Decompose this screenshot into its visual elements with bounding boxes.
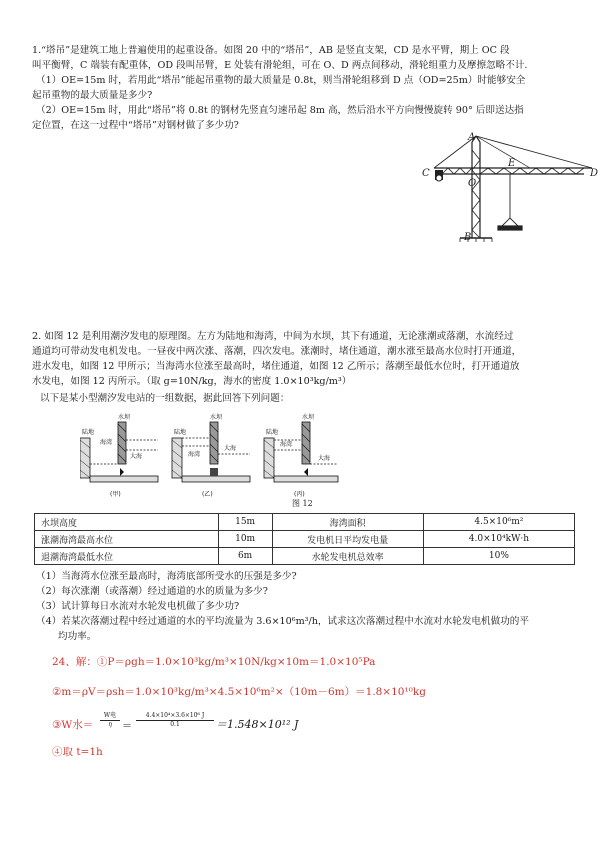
tidal-diagram [80,410,340,500]
table-cell: 4.0×10⁴kW·h [423,531,574,548]
p1-question-1-line-2: 起吊重物的最大质量是多少? [32,90,153,101]
table-row [35,514,575,531]
figure-caption: 图 12 [292,499,313,508]
p1-intro-line-1: 1.“塔吊”是建筑工地上普遍使用的起重设备。如图 20 中的“塔吊”，AB 是竖直支架，CD 是水平臂，期上 OC 段 [32,45,510,56]
table-cell: 10m [218,531,272,548]
label-bay-c: 海湾 [280,441,293,448]
label-bay-b: 海湾 [188,451,201,458]
answer-line-3-lhs: ③W水＝ [52,719,94,731]
p1-question-1-line-1: （1）OE=15m 时，若用此“塔吊”能起吊重物的最大质量是 0.8t，则当滑轮组移到 D 点（OD=25m）时能够安全 [36,75,526,86]
tidal-data-table [34,513,575,565]
table-cell: 15m [218,514,272,531]
answer-line-3-equals: ＝ [122,721,132,732]
fraction-numerator: 4.4×10⁴×3.6×10⁶ J [136,712,214,721]
caption-panel-c: (丙) [294,491,305,498]
label-b: B [464,232,472,243]
label-dam-a: 水坝 [118,414,131,421]
fraction-numerator: W电 [100,712,120,721]
caption-panel-b: (乙) [202,491,213,498]
label-land-c: 陆地 [266,429,279,436]
label-d: D [590,168,599,179]
answer-line-3 [52,708,452,738]
p2-question-3: （3）试计算每日水流对水轮发电机做了多少功? [36,601,240,612]
table-cell: 10% [423,548,574,565]
table-row [35,548,575,565]
panel-a [80,413,158,498]
p2-intro-line-5: 以下是某小型潮汐发电站的一组数据，据此回答下列问题： [40,393,290,404]
answer-line-4: ④取 t=1h [52,746,103,758]
label-land-a: 陆地 [82,429,95,436]
label-land-b: 陆地 [174,429,187,436]
table-cell: 发电机日平均发电量 [272,531,423,548]
fraction-w-eta [100,712,120,729]
label-dam-c: 水坝 [302,414,315,421]
label-o: O [468,178,477,189]
label-sea-b: 大海 [224,445,237,452]
label-sea-c: 大海 [318,455,331,462]
p1-question-2-line-1: （2）OE=15m 时，用此“塔吊”将 0.8t 的钢材先竖直匀速吊起 8m 高，然后沿水平方向慢慢旋转 90° 后即送达指 [36,105,524,116]
label-c: C [422,168,430,179]
fraction-energy [136,712,214,729]
label-sea-a: 大海 [130,453,143,460]
fraction-denominator: 0.1 [170,721,180,728]
p2-intro-line-1: 2. 如图 12 是利用潮汐发电的原理图。左方为陆地和海湾，中间为水坝，其下有通道，无论涨潮或落潮，水流经过 [32,331,514,342]
panel-b [172,413,250,498]
fraction-denominator: η [108,721,112,728]
table-row [35,531,575,548]
p2-intro-line-3: 进水发电，如图 12 甲所示；当海湾水位涨至最高时，堵住通道，如图 12 乙所示；落潮至最低水位时，打开通道放 [32,361,520,372]
p2-question-4-line-1: （4）若某次落潮过程中经过通道的水的平均流量为 3.6×10⁶m³/h，试求这次落潮过程中水流对水轮发电机做功的平 [36,616,529,627]
p2-intro-line-4: 水发电，如图 12 丙所示。（取 g=10N/kg，海水的密度 1.0×10³kg/m³） [32,376,352,387]
tower-crane-figure [420,130,600,250]
p2-question-1: （1）当海湾水位涨至最高时，海湾底部所受水的压强是多少? [36,571,297,582]
label-e: E [508,158,516,169]
p2-intro-line-2: 通道均可带动发电机发电。一昼夜中两次涨、落潮，四次发电。涨潮时，堵住通道，潮水涨至最高水位时打开通道， [32,346,522,357]
table-cell: 退潮海湾最低水位 [35,548,219,565]
answer-line-2: ②m＝ρV＝ρsh＝1.0×10³kg/m³×4.5×10⁶m²×（10m－6m）＝1.8×10¹⁰kg [52,686,426,698]
p2-question-2: （2）每次涨潮（或落潮）经过通道的水的质量为多少? [36,586,268,597]
table-cell: 水轮发电机总效率 [272,548,423,565]
answer-line-1: 24、解：①P＝ρgh＝1.0×10³kg/m³×10N/kg×10m＝1.0×10⁵Pa [52,656,376,668]
table-cell: 涨潮海湾最高水位 [35,531,219,548]
table-cell: 海湾面积 [272,514,423,531]
panel-c [264,413,338,498]
p1-intro-line-2: 叫平衡臂，C 端装有配重体，OD 段叫吊臂，E 处装有滑轮组，可在 O、D 两点间移动，滑轮组重力及摩擦忽略不计. [32,60,528,71]
label-dam-b: 水坝 [210,414,223,421]
label-a: A [468,132,476,143]
table-cell: 4.5×10⁶m² [423,514,574,531]
caption-panel-a: (甲) [110,491,121,498]
label-bay-a: 海湾 [100,439,113,446]
table-cell: 水坝高度 [35,514,219,531]
answer-line-3-rhs: ＝1.548×10¹² J [216,718,299,731]
p1-question-2-line-2: 定位置，在这一过程中“塔吊”对钢材做了多少功? [32,120,239,131]
table-cell: 6m [218,548,272,565]
p2-question-4-line-2: 均功率。 [58,631,97,642]
